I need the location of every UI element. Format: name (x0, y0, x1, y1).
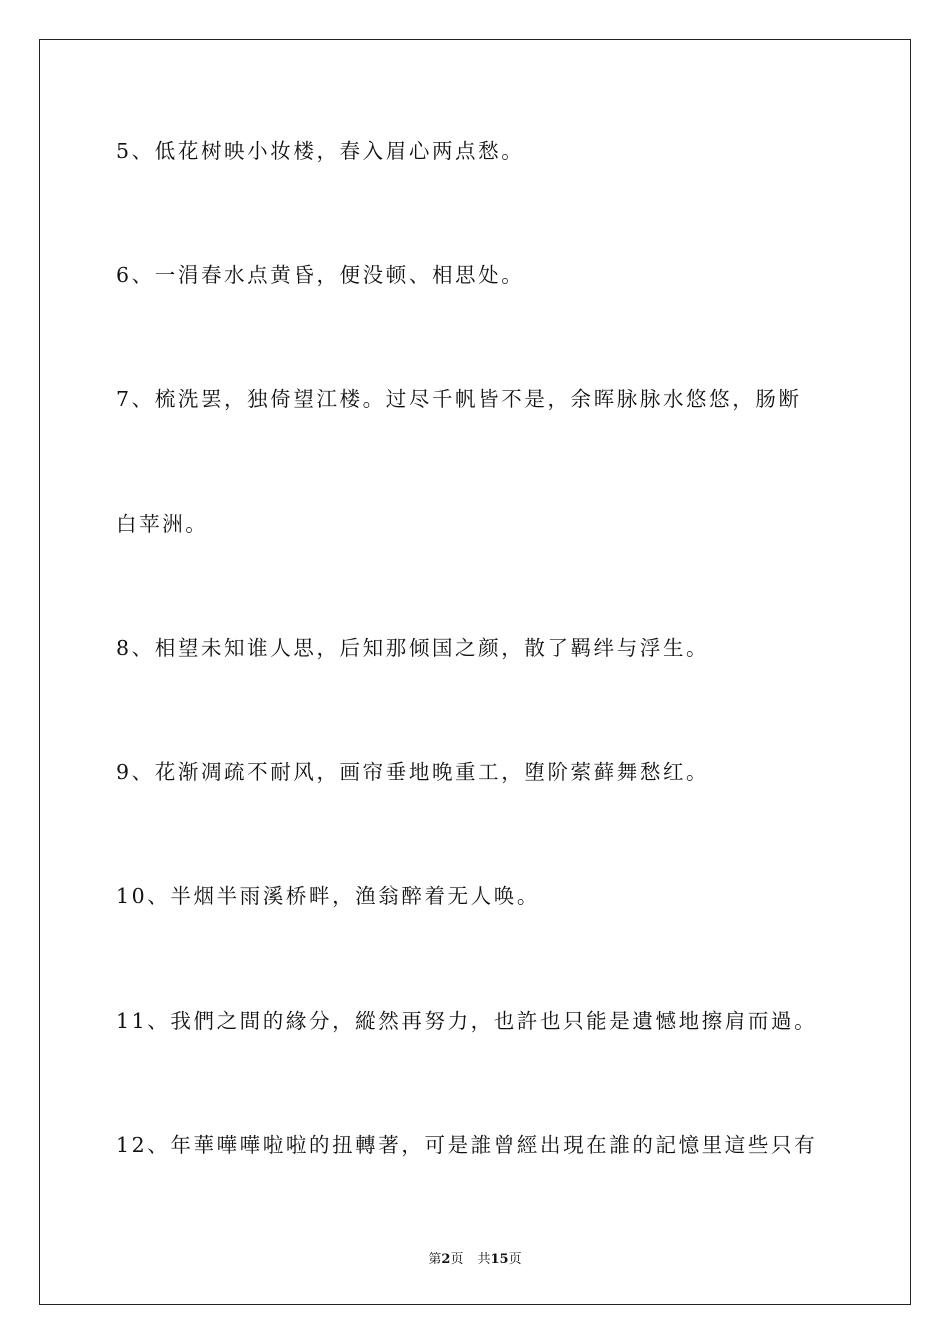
current-page-number: 2 (441, 1252, 451, 1267)
verse-line-10: 10、半烟半雨溪桥畔，渔翁醉着无人唤。 (116, 884, 540, 908)
verse-line-6: 6、一涓春水点黄昏，便没顿、相思处。 (116, 263, 525, 287)
verse-line-8: 8、相望未知谁人思，后知那倾国之颜，散了羁绊与浮生。 (116, 636, 710, 660)
page-footer (0, 1248, 950, 1267)
page-number-prefix: 第 (428, 1252, 442, 1267)
verse-line-5: 5、低花树映小妆楼，春入眉心两点愁。 (116, 139, 525, 163)
verse-line-9: 9、花渐凋疏不耐风，画帘垂地晚重工，堕阶萦藓舞愁红。 (116, 760, 710, 784)
verse-line-11: 11、我們之間的緣分，縱然再努力，也許也只能是遺憾地擦肩而過。 (116, 1009, 818, 1033)
page-frame (39, 39, 911, 1305)
total-pages-number: 15 (490, 1252, 509, 1267)
verse-line-7-continued: 白苹洲。 (116, 512, 209, 536)
verse-line-12: 12、年華嘩嘩啦啦的扭轉著，可是誰曾經出現在誰的記憶里這些只有 (116, 1133, 818, 1157)
total-pages-unit: 页 (508, 1252, 522, 1267)
verse-line-7: 7、梳洗罢，独倚望江楼。过尽千帆皆不是，余晖脉脉水悠悠，肠断 (116, 387, 802, 411)
page-number-unit: 页 (450, 1252, 464, 1267)
total-pages-prefix: 共 (477, 1252, 491, 1267)
